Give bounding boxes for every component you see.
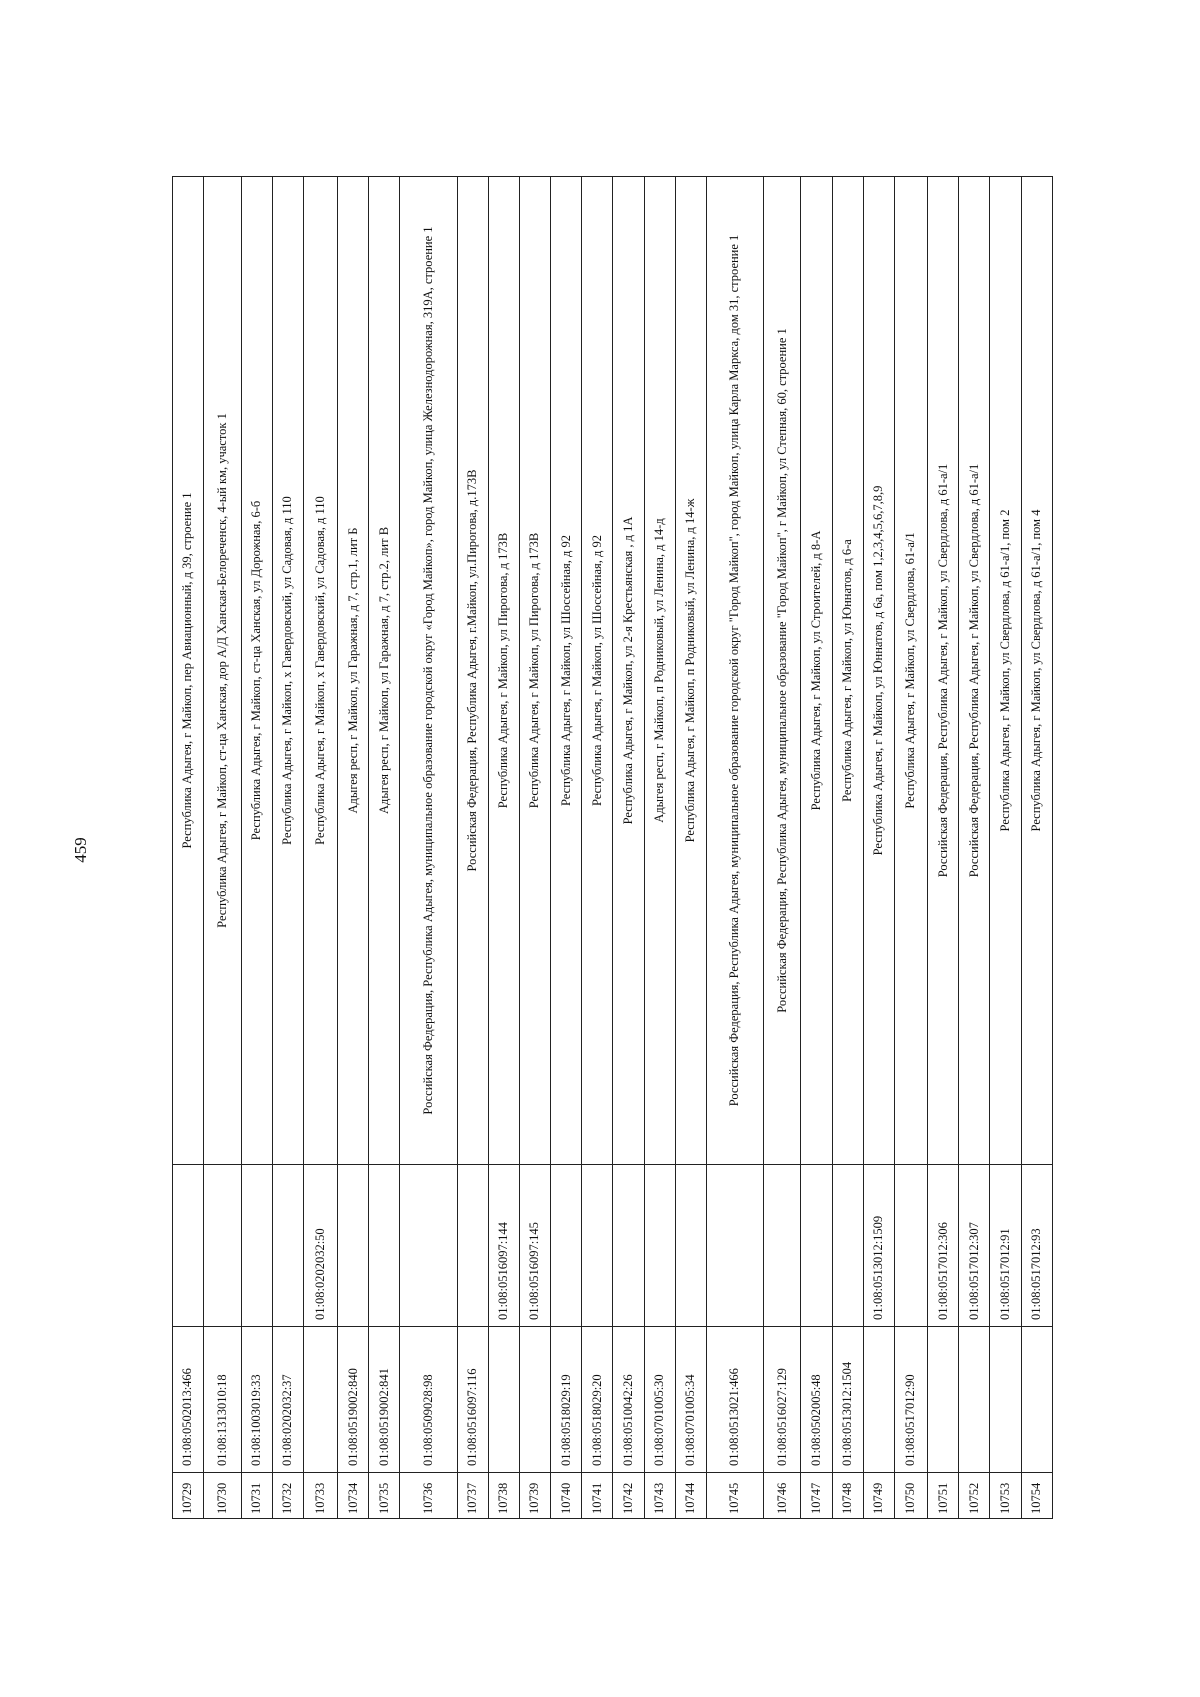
address: Российская Федерация, Республика Адыгея, г Майкоп, ул Свердлова, д 61-а/1 <box>928 177 959 1165</box>
cadastral-number-building: 01:08:0517012:306 <box>928 1165 959 1327</box>
cadastral-number-building <box>706 1165 763 1327</box>
cadastral-number-building <box>644 1165 675 1327</box>
address: Республика Адыгея, г Майкоп, ул Шоссейная, д 92 <box>582 177 613 1165</box>
row-number: 10736 <box>400 1473 457 1519</box>
registry-table <box>172 176 1053 1519</box>
cadastral-number-building <box>204 1165 241 1327</box>
row-number: 10754 <box>1021 1473 1052 1519</box>
row-number: 10734 <box>338 1473 369 1519</box>
address: Республика Адыгея, г Майкоп, ул Пирогова, д 173В <box>488 177 519 1165</box>
address: Республика Адыгея, г Майкоп, пер Авиационный, д 39, строение 1 <box>173 177 204 1165</box>
address: Республика Адыгея, г Майкоп, п Родниковый, ул Ленина, д 14-ж <box>675 177 706 1165</box>
cadastral-number-building <box>173 1165 204 1327</box>
row-number: 10749 <box>863 1473 894 1519</box>
cadastral-number-building <box>241 1165 272 1327</box>
registry-table-body <box>173 177 1053 1519</box>
cadastral-number-parcel <box>863 1327 894 1473</box>
cadastral-number-parcel: 01:08:0513021:466 <box>706 1327 763 1473</box>
address: Республика Адыгея, г Майкоп, ул Шоссейная, д 92 <box>551 177 582 1165</box>
cadastral-number-parcel: 01:08:0516027:129 <box>763 1327 800 1473</box>
row-number: 10740 <box>551 1473 582 1519</box>
row-number: 10731 <box>241 1473 272 1519</box>
row-number: 10729 <box>173 1473 204 1519</box>
table-row <box>338 177 369 1519</box>
address: Республика Адыгея, г Майкоп, х Гавердовский, ул Садовая, д 110 <box>272 177 303 1165</box>
cadastral-number-building <box>832 1165 863 1327</box>
table-row <box>582 177 613 1519</box>
table-row <box>204 177 241 1519</box>
row-number: 10751 <box>928 1473 959 1519</box>
cadastral-number-parcel <box>519 1327 550 1473</box>
table-row <box>303 177 337 1519</box>
cadastral-number-building: 01:08:0516097:145 <box>519 1165 550 1327</box>
row-number: 10747 <box>801 1473 832 1519</box>
address: Адыгея респ, г Майкоп, п Родниковый, ул Ленина, д 14-д <box>644 177 675 1165</box>
row-number: 10748 <box>832 1473 863 1519</box>
row-number: 10730 <box>204 1473 241 1519</box>
cadastral-number-parcel: 01:08:0518029:19 <box>551 1327 582 1473</box>
cadastral-number-building <box>400 1165 457 1327</box>
address: Республика Адыгея, г Майкоп, ул Юннатов, д 6-а <box>832 177 863 1165</box>
address: Республика Адыгея, г Майкоп, ул Пирогова, д 173В <box>519 177 550 1165</box>
table-row <box>863 177 894 1519</box>
row-number: 10741 <box>582 1473 613 1519</box>
table-row <box>272 177 303 1519</box>
address: Республика Адыгея, г Майкоп, ул Строителей, д 8-А <box>801 177 832 1165</box>
table-row <box>644 177 675 1519</box>
address: Российская Федерация, Республика Адыгея, муниципальное образование "Город Майкоп", г Майкоп, ул Степная, 60, строение 1 <box>763 177 800 1165</box>
address: Адыгея респ, г Майкоп, ул Гаражная, д 7, стр.2, лит В <box>369 177 400 1165</box>
address: Республика Адыгея, г Майкоп, ул Юннатов, д 6а, пом 1,2,3,4,5,6,7,8,9 <box>863 177 894 1165</box>
cadastral-number-building: 01:08:0517012:91 <box>990 1165 1021 1327</box>
row-number: 10746 <box>763 1473 800 1519</box>
cadastral-number-building <box>338 1165 369 1327</box>
row-number: 10750 <box>894 1473 927 1519</box>
cadastral-number-parcel: 01:08:0518029:20 <box>582 1327 613 1473</box>
row-number: 10743 <box>644 1473 675 1519</box>
cadastral-number-parcel <box>928 1327 959 1473</box>
cadastral-number-building: 01:08:0516097:144 <box>488 1165 519 1327</box>
table-row <box>763 177 800 1519</box>
cadastral-number-building: 01:08:0202032:50 <box>303 1165 337 1327</box>
cadastral-number-parcel: 01:08:0502013:466 <box>173 1327 204 1473</box>
page-number <box>66 820 96 880</box>
cadastral-number-parcel: 01:08:0509028:98 <box>400 1327 457 1473</box>
row-number: 10752 <box>959 1473 990 1519</box>
cadastral-number-parcel: 01:08:1313010:18 <box>204 1327 241 1473</box>
address: Республика Адыгея, г Майкоп, ул Свердлова, д 61-а/1, пом 4 <box>1021 177 1052 1165</box>
address: Республика Адыгея, г Майкоп, ул Свердлова, д 61-а/1, пом 2 <box>990 177 1021 1165</box>
cadastral-number-parcel: 01:08:0202032:37 <box>272 1327 303 1473</box>
cadastral-number-building <box>894 1165 927 1327</box>
address: Российская Федерация, Республика Адыгея, г.Майкоп, ул.Пирогова, д.173В <box>457 177 488 1165</box>
cadastral-number-parcel: 01:08:0517012:90 <box>894 1327 927 1473</box>
table-row <box>832 177 863 1519</box>
row-number: 10733 <box>303 1473 337 1519</box>
cadastral-number-building <box>369 1165 400 1327</box>
row-number: 10737 <box>457 1473 488 1519</box>
row-number: 10753 <box>990 1473 1021 1519</box>
page-number-text: 459 <box>71 837 90 863</box>
cadastral-number-parcel: 01:08:0513012:1504 <box>832 1327 863 1473</box>
address: Республика Адыгея, г Майкоп, ул Свердлова, 61-а/1 <box>894 177 927 1165</box>
cadastral-number-parcel: 01:08:0502005:48 <box>801 1327 832 1473</box>
table-row <box>241 177 272 1519</box>
table-row <box>369 177 400 1519</box>
address: Российская Федерация, Республика Адыгея, муниципальное образование городской округ «Город Майкоп», город Майкоп, улица Железнодорожная, 319А, строение 1 <box>400 177 457 1165</box>
cadastral-number-building: 01:08:0517012:307 <box>959 1165 990 1327</box>
address: Российская Федерация, Республика Адыгея, муниципальное образование городской округ "Город Майкоп", город Майкоп, улица Карла Маркса, дом 31, строение 1 <box>706 177 763 1165</box>
cadastral-number-parcel <box>959 1327 990 1473</box>
table-row <box>173 177 204 1519</box>
table-row <box>400 177 457 1519</box>
table-row <box>959 177 990 1519</box>
cadastral-number-parcel: 01:08:0516097:116 <box>457 1327 488 1473</box>
address: Адыгея респ, г Майкоп, ул Гаражная, д 7, стр.1, лит Б <box>338 177 369 1165</box>
cadastral-number-parcel: 01:08:0519002:841 <box>369 1327 400 1473</box>
row-number: 10745 <box>706 1473 763 1519</box>
row-number: 10742 <box>613 1473 644 1519</box>
cadastral-number-parcel <box>303 1327 337 1473</box>
row-number: 10732 <box>272 1473 303 1519</box>
cadastral-number-building <box>613 1165 644 1327</box>
address: Республика Адыгея, г Майкоп, х Гавердовский, ул Садовая, д 110 <box>303 177 337 1165</box>
cadastral-number-building <box>582 1165 613 1327</box>
table-row <box>894 177 927 1519</box>
table-row <box>551 177 582 1519</box>
cadastral-number-building <box>457 1165 488 1327</box>
table-row <box>801 177 832 1519</box>
cadastral-number-parcel: 01:08:0701005:30 <box>644 1327 675 1473</box>
table-row <box>990 177 1021 1519</box>
table-row <box>706 177 763 1519</box>
cadastral-number-building: 01:08:0517012:93 <box>1021 1165 1052 1327</box>
address: Республика Адыгея, г Майкоп, ст-ца Ханская, дор А/Д Ханская-Белореченск, 4-ый км, участок 1 <box>204 177 241 1165</box>
table-row <box>675 177 706 1519</box>
table-row <box>613 177 644 1519</box>
row-number: 10744 <box>675 1473 706 1519</box>
cadastral-number-parcel: 01:08:0510042:26 <box>613 1327 644 1473</box>
table-row <box>1021 177 1052 1519</box>
registry-table-container <box>172 177 1053 1519</box>
table-row <box>457 177 488 1519</box>
cadastral-number-building <box>763 1165 800 1327</box>
address: Республика Адыгея, г Майкоп, ул 2-я Крестьянская , д 1А <box>613 177 644 1165</box>
row-number: 10739 <box>519 1473 550 1519</box>
table-row <box>488 177 519 1519</box>
cadastral-number-parcel: 01:08:0519002:840 <box>338 1327 369 1473</box>
cadastral-number-parcel <box>1021 1327 1052 1473</box>
cadastral-number-parcel: 01:08:1003019:33 <box>241 1327 272 1473</box>
cadastral-number-building <box>801 1165 832 1327</box>
row-number: 10735 <box>369 1473 400 1519</box>
row-number: 10738 <box>488 1473 519 1519</box>
cadastral-number-parcel: 01:08:0701005:34 <box>675 1327 706 1473</box>
address: Республика Адыгея, г Майкоп, ст-ца Ханская, ул Дорожная, 6-б <box>241 177 272 1165</box>
table-row <box>519 177 550 1519</box>
cadastral-number-building <box>675 1165 706 1327</box>
cadastral-number-parcel <box>488 1327 519 1473</box>
cadastral-number-parcel <box>990 1327 1021 1473</box>
cadastral-number-building: 01:08:0513012:1509 <box>863 1165 894 1327</box>
cadastral-number-building <box>551 1165 582 1327</box>
address: Российская Федерация, Республика Адыгея, г Майкоп, ул Свердлова, д 61-а/1 <box>959 177 990 1165</box>
cadastral-number-building <box>272 1165 303 1327</box>
table-row <box>928 177 959 1519</box>
